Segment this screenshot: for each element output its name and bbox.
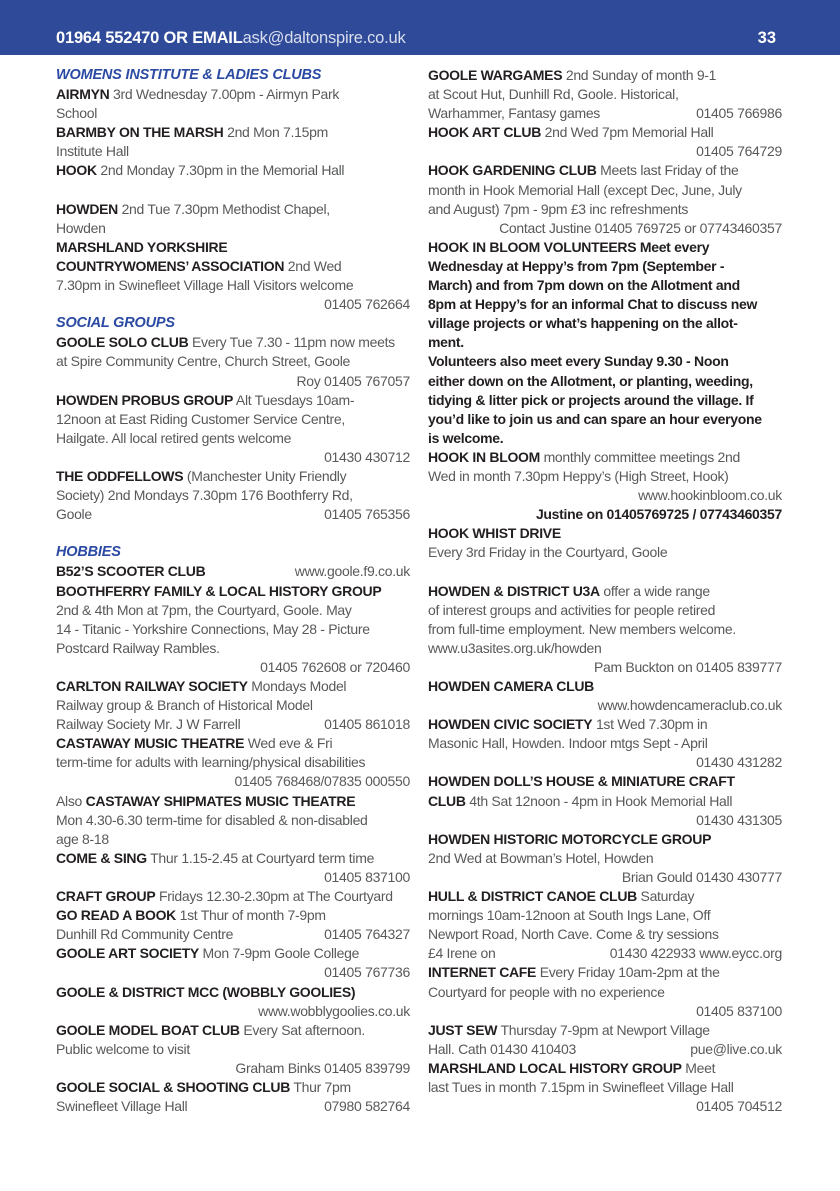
entry-text: 01430 431305 — [696, 811, 782, 828]
text-line — [428, 887, 782, 906]
text-line — [56, 1040, 410, 1059]
text-line — [428, 1059, 782, 1078]
club-name: HOWDEN CAMERA CLUB — [428, 678, 594, 694]
club-name: CRAFT GROUP — [56, 888, 156, 905]
entry-text: Institute Hall — [56, 143, 129, 160]
entry-text: mornings 10am-12noon at South Ings Lane, Off — [428, 907, 711, 924]
entry-text: Courtyard for people with no experience — [428, 983, 665, 1000]
text-line — [56, 238, 410, 257]
text-line — [56, 944, 410, 963]
text-line — [428, 543, 782, 562]
text-line — [56, 983, 410, 1002]
entry-text: Also — [56, 792, 86, 809]
club-name: HOWDEN CIVIC SOCIETY — [428, 716, 593, 733]
text-line — [428, 906, 782, 925]
line-right — [324, 505, 410, 524]
line-left — [428, 944, 496, 963]
contact-line — [56, 1059, 410, 1078]
entry-text: 1st Wed 7.30pm in — [592, 716, 708, 733]
line-left — [56, 505, 92, 524]
club-name: HULL & DISTRICT CANOE CLUB — [428, 888, 637, 905]
entry-text: Justine on 01405769725 / 07743460357 — [535, 506, 782, 523]
text-line — [428, 257, 782, 276]
entry-text: 01405 764327 — [324, 926, 410, 943]
text-line — [428, 772, 782, 791]
entry-text: 01405 837100 — [696, 1002, 782, 1019]
entry-text: Every Sat afternoon. — [239, 1021, 365, 1038]
blank-line — [56, 524, 410, 543]
text-line — [56, 257, 410, 276]
entry-text: Every 3rd Friday in the Courtyard, Goole — [428, 544, 668, 561]
text-line — [428, 849, 782, 868]
club-name: GOOLE ART SOCIETY — [56, 945, 199, 962]
entry-text: £4 Irene on — [428, 945, 496, 962]
text-line — [56, 123, 410, 142]
line-right — [324, 1097, 410, 1116]
club-name: HOWDEN — [56, 200, 118, 217]
entry-text: 01405 762608 or 720460 — [260, 658, 410, 675]
text-line — [428, 830, 782, 849]
text-line — [56, 1078, 410, 1097]
text-line — [428, 944, 782, 963]
text-line — [56, 85, 410, 104]
text-line — [56, 276, 410, 295]
text-line — [56, 391, 410, 410]
text-line — [56, 734, 410, 753]
entry-text: 2nd Wed 7pm Memorial Hall — [541, 124, 714, 141]
text-line — [56, 830, 410, 849]
line-left — [56, 925, 233, 944]
entry-text: 3rd Wednesday 7.00pm - Airmyn Park — [109, 86, 340, 103]
entry-text: 2nd Tue 7.30pm Methodist Chapel, — [117, 200, 330, 217]
entry-text: Wed in month 7.30pm Heppy’s (High Street, Hook) — [428, 467, 729, 484]
entry-text: 01405 768468/07835 000550 — [234, 773, 410, 790]
entry-text: Saturday — [636, 888, 695, 905]
contact-line — [428, 486, 782, 505]
entry-text: www.u3asites.org.uk/howden — [428, 639, 602, 656]
entry-text: 2nd Mon 7.15pm — [223, 124, 328, 141]
text-line — [428, 200, 782, 219]
entry-text: (Manchester Unity Friendly — [183, 467, 347, 484]
club-name: GOOLE WARGAMES — [428, 67, 563, 83]
club-name: GOOLE SOLO CLUB — [56, 334, 189, 351]
text-line — [428, 963, 782, 982]
entry-text: 01405 766986 — [696, 105, 782, 122]
text-line — [56, 677, 410, 696]
text-line — [428, 314, 782, 333]
club-name: THE ODDFELLOWS — [56, 467, 184, 484]
entry-text: from full-time employment. New members welcome. — [428, 620, 736, 637]
text-line — [428, 448, 782, 467]
text-line — [56, 639, 410, 658]
contact-line — [56, 1002, 410, 1021]
text-line — [56, 849, 410, 868]
page-header-bar — [0, 0, 840, 55]
entry-text: 2nd Monday 7.30pm in the Memorial Hall — [96, 162, 345, 179]
entry-text: Meets last Friday of the — [596, 162, 739, 179]
club-name: JUST SEW — [428, 1021, 498, 1038]
club-name: CARLTON RAILWAY SOCIETY — [56, 678, 248, 694]
line-left — [56, 1097, 187, 1116]
entry-text: Pam Buckton on 01405 839777 — [593, 658, 782, 675]
club-name: GO READ A BOOK — [56, 907, 176, 924]
entry-text: Society) 2nd Mondays 7.30pm 176 Boothferry Rd, — [56, 487, 353, 504]
text-line — [428, 639, 782, 658]
club-name: GOOLE SOCIAL & SHOOTING CLUB — [56, 1078, 291, 1095]
text-line — [428, 372, 782, 391]
contact-line — [428, 219, 782, 238]
club-name: HOOK IN BLOOM — [428, 448, 540, 465]
header-email: ask@daltonspire.co.uk — [242, 29, 406, 47]
line-right — [324, 925, 410, 944]
text-line — [56, 601, 410, 620]
line-right — [690, 1040, 782, 1059]
text-line — [428, 161, 782, 180]
club-name: HOOK WHIST DRIVE — [428, 525, 561, 542]
entry-text: 01405 767736 — [324, 964, 410, 981]
entry-text: 1st Thur of month 7-9pm — [176, 907, 326, 924]
contact-line — [428, 753, 782, 772]
contact-line — [56, 448, 410, 467]
entry-text: www.howdencameraclub.co.uk — [597, 697, 782, 714]
entry-text: Warhammer, Fantasy games — [428, 105, 601, 122]
club-name: HOWDEN DOLL’S HOUSE & MINIATURE CRAFT — [428, 773, 735, 790]
line-right — [324, 715, 410, 734]
entry-text: Every Tue 7.30 - 11pm now meets — [188, 334, 395, 351]
text-line — [56, 582, 410, 601]
contact-line — [428, 696, 782, 715]
entry-text: Mondays Model — [247, 678, 347, 694]
text-line — [56, 200, 410, 219]
text-line — [428, 295, 782, 314]
entry-text: Dunhill Rd Community Centre — [56, 926, 234, 943]
club-name: MARSHLAND LOCAL HISTORY GROUP — [428, 1059, 682, 1076]
entry-text: term-time for adults with learning/physical disabilities — [56, 754, 366, 771]
blank-line — [428, 562, 782, 581]
entry-text: Fridays 12.30-2.30pm at The Courtyard — [155, 888, 393, 905]
club-name: MARSHLAND YORKSHIRE — [56, 238, 228, 255]
text-line — [428, 352, 782, 371]
entry-text: Hailgate. All local retired gents welcome — [56, 429, 292, 446]
entry-text: village projects or what’s happening on the allot- — [428, 315, 738, 332]
entry-text: Meet every — [636, 238, 710, 255]
entry-text: either down on the Allotment, or planting, weeding, — [428, 372, 753, 389]
text-line — [428, 333, 782, 352]
text-line — [56, 1021, 410, 1040]
entry-text: Thur 7pm — [290, 1078, 351, 1095]
entry-text: 2nd Sunday of month 9-1 — [562, 67, 717, 83]
text-line — [56, 505, 410, 524]
club-name: INTERNET CAFE — [428, 964, 537, 981]
text-line — [428, 925, 782, 944]
text-line — [56, 486, 410, 505]
entry-text: of interest groups and activities for people retired — [428, 601, 716, 618]
entry-text: Railway Society Mr. J W Farrell — [56, 716, 241, 733]
text-line — [56, 467, 410, 486]
entry-text: 07980 582764 — [324, 1098, 410, 1115]
club-name: CLUB — [428, 792, 466, 809]
entry-text: 01405 837100 — [324, 868, 410, 885]
text-line — [56, 142, 410, 161]
contact-line — [428, 868, 782, 887]
contact-line — [428, 1097, 782, 1116]
entry-text: Contact Justine 01405 769725 or 07743460357 — [499, 219, 782, 236]
entry-text: Railway group & Branch of Historical Model — [56, 697, 313, 714]
contact-line — [428, 658, 782, 677]
text-line — [428, 601, 782, 620]
club-name: GOOLE & DISTRICT MCC (WOBBLY GOOLIES) — [56, 983, 356, 1000]
line-left — [428, 1040, 576, 1059]
entry-text: 01430 430712 — [324, 448, 410, 465]
entry-text: monthly committee meetings 2nd — [539, 448, 741, 465]
text-line — [428, 620, 782, 639]
entry-text: Goole — [56, 506, 92, 523]
club-name: GOOLE MODEL BOAT CLUB — [56, 1021, 240, 1038]
text-line — [428, 983, 782, 1002]
entry-text: Newport Road, North Cave. Come & try sessions — [428, 926, 719, 943]
club-name: CASTAWAY MUSIC THEATRE — [56, 735, 245, 752]
entry-text: Volunteers also meet every Sunday 9.30 - Noon — [428, 353, 729, 370]
entry-text: www.goole.f9.co.uk — [294, 563, 410, 580]
text-line — [56, 811, 410, 830]
club-name: B52’S SCOOTER CLUB — [56, 563, 206, 580]
line-right — [610, 944, 782, 963]
entry-text: tidying & litter pick or projects around the village. If — [428, 391, 754, 408]
entry-text: Mon 4.30-6.30 term-time for disabled & non-disabled — [56, 811, 368, 828]
contact-line — [428, 1002, 782, 1021]
club-name: AIRMYN — [56, 86, 110, 103]
entry-text: 2nd Wed at Bowman’s Hotel, Howden — [428, 849, 654, 866]
line-right — [295, 562, 410, 581]
line-left — [56, 715, 240, 734]
entry-text: www.hookinbloom.co.uk — [638, 487, 782, 504]
text-line — [428, 734, 782, 753]
entry-text: Masonic Hall, Howden. Indoor mtgs Sept - April — [428, 735, 708, 752]
text-line — [428, 85, 782, 104]
entry-text: month in Hook Memorial Hall (except Dec, June, July — [428, 181, 742, 198]
text-line — [428, 1040, 782, 1059]
entry-text: pue@live.co.uk — [690, 1040, 782, 1057]
entry-text: 01405 764729 — [696, 143, 782, 160]
entry-text: you’d like to join us and can spare an hour everyone — [428, 410, 762, 427]
contact-line — [56, 868, 410, 887]
entry-text: Wed eve & Fri — [244, 735, 333, 752]
entry-text: 01405 861018 — [324, 716, 410, 733]
text-line — [428, 276, 782, 295]
entry-text: www.wobblygoolies.co.uk — [258, 1002, 410, 1019]
club-name: CASTAWAY SHIPMATES MUSIC THEATRE — [85, 792, 356, 809]
entry-text: at Scout Hut, Dunhill Rd, Goole. Historical, — [428, 86, 679, 103]
entry-text: Howden — [56, 219, 106, 236]
entry-text: age 8-18 — [56, 830, 109, 847]
club-name: COUNTRYWOMENS’ ASSOCIATION — [56, 257, 285, 274]
text-line — [428, 429, 782, 448]
text-line — [428, 1078, 782, 1097]
page-number: 33 — [757, 29, 776, 47]
section-heading: WOMENS INSTITUTE & LADIES CLUBS — [56, 67, 322, 83]
entry-text: 01405 765356 — [324, 506, 410, 523]
contact-line — [428, 505, 782, 524]
entry-text: 01430 431282 — [696, 754, 782, 771]
text-line — [56, 925, 410, 944]
text-line — [56, 104, 410, 123]
entry-text: 12noon at East Riding Customer Service Centre, — [56, 410, 345, 427]
entry-text: 2nd Wed — [284, 257, 342, 274]
text-line — [428, 181, 782, 200]
contact-line — [56, 772, 410, 791]
club-name: HOWDEN PROBUS GROUP — [56, 391, 234, 408]
entry-text: Hall. Cath 01430 410403 — [428, 1040, 576, 1057]
entry-text: Every Friday 10am-2pm at the — [536, 964, 720, 981]
entry-text: and August) 7pm - 9pm £3 inc refreshments — [428, 200, 689, 217]
text-line — [428, 123, 782, 142]
contact-line — [428, 142, 782, 161]
entry-text: 01405 762664 — [324, 296, 410, 313]
club-name: BARMBY ON THE MARSH — [56, 124, 224, 141]
text-line — [56, 620, 410, 639]
entry-text: 14 - Titanic - Yorkshire Connections, May 28 - Picture — [56, 620, 370, 637]
club-name: HOOK IN BLOOM VOLUNTEERS — [428, 238, 637, 255]
left-column — [56, 66, 410, 1116]
entry-text: School — [56, 105, 98, 122]
text-line — [56, 887, 410, 906]
club-name: HOWDEN & DISTRICT U3A — [428, 582, 600, 599]
entry-text: ment. — [428, 334, 464, 351]
entry-text: offer a wide range — [599, 582, 710, 599]
text-line — [428, 410, 782, 429]
club-name: HOWDEN HISTORIC MOTORCYCLE GROUP — [428, 830, 712, 847]
text-line — [428, 467, 782, 486]
entry-text: 4th Sat 12noon - 4pm in Hook Memorial Hall — [465, 792, 733, 809]
entry-text: last Tues in month 7.15pm in Swinefleet Village Hall — [428, 1078, 734, 1095]
text-line — [56, 562, 410, 581]
contact-line — [56, 372, 410, 391]
text-line — [428, 792, 782, 811]
text-line — [56, 352, 410, 371]
contact-line — [56, 658, 410, 677]
entry-text: Postcard Railway Rambles. — [56, 639, 220, 656]
entry-text: 01405 704512 — [696, 1098, 782, 1115]
entry-text: 2nd & 4th Mon at 7pm, the Courtyard, Goole. May — [56, 601, 352, 618]
entry-text: at Spire Community Centre, Church Street, Goole — [56, 353, 351, 370]
entry-text: 7.30pm in Swinefleet Village Hall Visitors welcome — [56, 277, 354, 294]
text-line — [428, 582, 782, 601]
entry-text: Mon 7-9pm Goole College — [198, 945, 360, 962]
text-line — [56, 1097, 410, 1116]
entry-text: Alt Tuesdays 10am- — [233, 391, 355, 408]
text-line — [56, 410, 410, 429]
right-column — [428, 66, 782, 1116]
text-line — [56, 906, 410, 925]
entry-text: Thur 1.15-2.45 at Courtyard term time — [146, 849, 375, 866]
entry-text: Wednesday at Heppy’s from 7pm (September - — [428, 257, 725, 274]
entry-text: Brian Gould 01430 430777 — [621, 868, 782, 885]
text-line — [428, 524, 782, 543]
text-line — [56, 753, 410, 772]
text-line — [56, 333, 410, 352]
line-right — [696, 104, 782, 123]
text-line — [428, 715, 782, 734]
entry-text: Graham Binks 01405 839799 — [235, 1059, 410, 1076]
text-line — [428, 104, 782, 123]
entry-text: Roy 01405 767057 — [296, 372, 410, 389]
directory-content — [0, 55, 840, 1116]
section-heading: HOBBIES — [56, 544, 121, 561]
entry-text: 8pm at Heppy’s for an informal Chat to discuss new — [428, 296, 758, 313]
entry-text: Public welcome to visit — [56, 1040, 190, 1057]
text-line — [428, 1021, 782, 1040]
text-line — [428, 238, 782, 257]
text-line — [56, 219, 410, 238]
club-name: HOOK ART CLUB — [428, 124, 542, 141]
blank-line — [56, 181, 410, 200]
line-left — [56, 562, 205, 581]
text-line — [428, 66, 782, 85]
line-left — [428, 104, 600, 123]
contact-line — [56, 963, 410, 982]
entry-text: Meet — [681, 1059, 716, 1076]
club-name: HOOK GARDENING CLUB — [428, 162, 597, 179]
entry-text: 01430 422933 www.eycc.org — [609, 945, 782, 962]
entry-text: Thursday 7-9pm at Newport Village — [497, 1021, 710, 1038]
text-line — [56, 715, 410, 734]
section-heading: SOCIAL GROUPS — [56, 315, 175, 332]
text-line — [56, 696, 410, 715]
text-line — [428, 677, 782, 696]
header-phone-label: 01964 552470 OR EMAIL — [56, 29, 243, 47]
contact-line — [428, 811, 782, 830]
text-line — [428, 391, 782, 410]
entry-text: Swinefleet Village Hall — [56, 1098, 188, 1115]
text-line — [56, 429, 410, 448]
contact-line — [56, 295, 410, 314]
entry-text: March) and from 7pm down on the Allotment and — [428, 277, 740, 294]
text-line — [56, 792, 410, 811]
club-name: HOOK — [56, 162, 97, 179]
club-name: BOOTHFERRY FAMILY & LOCAL HISTORY GROUP — [56, 582, 382, 599]
club-name: COME & SING — [56, 849, 147, 866]
entry-text: is welcome. — [428, 429, 504, 446]
text-line — [56, 161, 410, 180]
